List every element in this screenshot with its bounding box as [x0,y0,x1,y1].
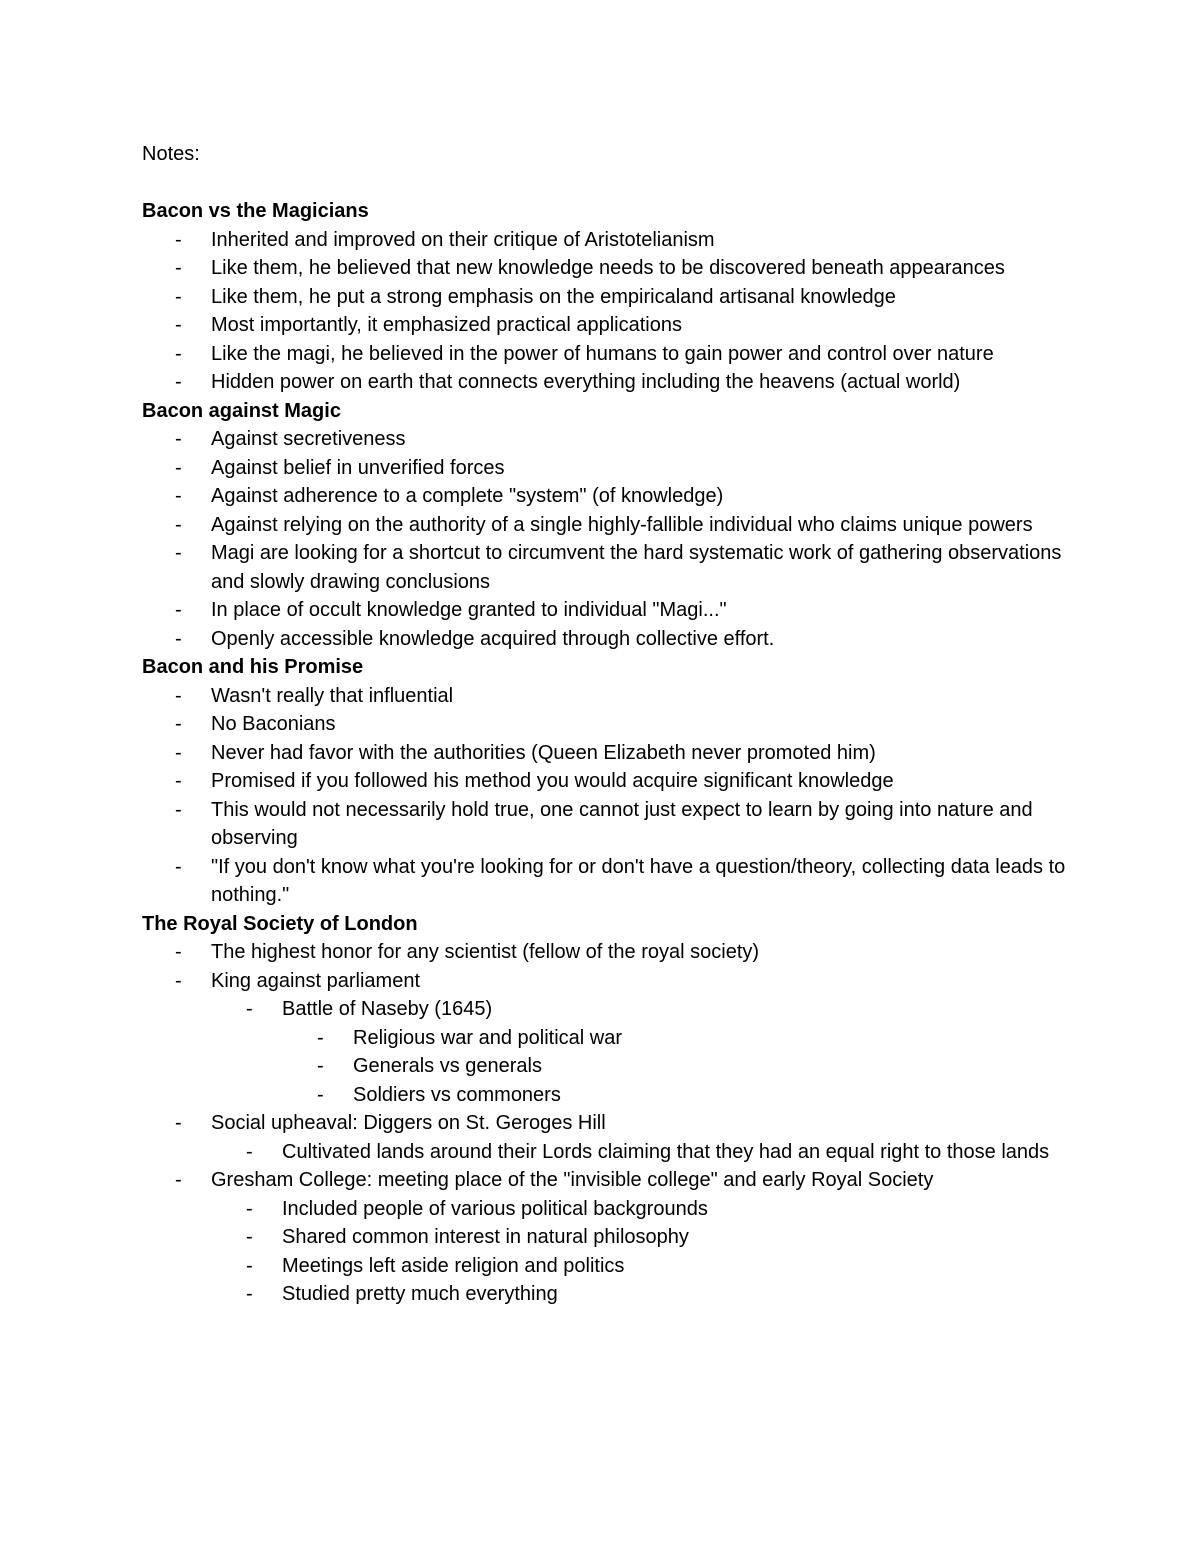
list-item-text: Inherited and improved on their critique of Aristotelianism [211,228,715,251]
dash-bullet-icon: - [317,1083,324,1106]
list-item-text: Studied pretty much everything [282,1283,558,1305]
dash-bullet-icon: - [175,713,182,735]
section-heading: Bacon against Magic [142,399,341,422]
dash-bullet-icon: - [246,1226,253,1248]
section-heading: The Royal Society of London [142,912,418,935]
list-item [142,1109,1072,1138]
list-item-text: Cultivated lands around their Lords claiming that they had an equal right to those lands [282,1140,1050,1163]
list-item-text: Like them, he believed that new knowledge needs to be discovered beneath appearances [211,257,1005,279]
list-item-text: Against adherence to a complete "system" (of knowledge) [211,485,724,507]
bullet-list [142,425,1072,653]
dash-bullet-icon: - [246,1254,253,1277]
list-item-text: Religious war and political war [353,1026,623,1049]
list-item-text: This would not necessarily hold true, one cannot just expect to learn by going into nature and observing [211,798,1033,849]
dash-bullet-icon: - [175,798,182,821]
list-item-text: Never had favor with the authorities (Queen Elizabeth never promoted him) [211,741,876,764]
list-item [142,767,1072,796]
dash-bullet-icon: - [175,741,182,764]
list-item [142,1195,1072,1224]
list-item-text: Included people of various political backgrounds [282,1197,708,1220]
list-item [142,283,1072,312]
notes-sections [142,197,1072,1309]
dash-bullet-icon: - [246,1197,253,1220]
list-item-text: Generals vs generals [353,1055,542,1077]
dash-bullet-icon: - [317,1026,324,1049]
list-item-text: The highest honor for any scientist (fellow of the royal society) [211,941,760,963]
dash-bullet-icon: - [175,428,182,450]
list-item-text: Meetings left aside religion and politics [282,1254,625,1277]
list-item-text: Hidden power on earth that connects everything including the heavens (actual world) [211,371,961,393]
dash-bullet-icon: - [246,1283,253,1305]
list-item [142,1166,1072,1195]
dash-bullet-icon: - [175,1169,182,1191]
bullet-list [142,938,1072,1309]
section-heading: Bacon vs the Magicians [142,200,369,222]
dash-bullet-icon: - [175,485,182,507]
list-item-text: Like them, he put a strong emphasis on the empiricaland artisanal knowledge [211,285,896,308]
bullet-list [142,226,1072,397]
list-item [142,596,1072,625]
dash-bullet-icon: - [175,314,182,336]
list-item-text: Wasn't really that influential [211,684,454,707]
list-item [142,625,1072,654]
dash-bullet-icon: - [246,1140,253,1163]
list-item [142,254,1072,283]
list-item-text: Most importantly, it emphasized practical applications [211,314,682,336]
list-item-text: Against belief in unverified forces [211,456,505,479]
list-item [142,710,1072,739]
list-item [142,1024,1072,1053]
list-item [142,1138,1072,1167]
section [142,397,1072,654]
dash-bullet-icon: - [175,228,182,251]
list-item [142,311,1072,340]
list-item [142,682,1072,711]
list-item [142,1052,1072,1081]
dash-bullet-icon: - [175,969,182,992]
list-item-text: In place of occult knowledge granted to individual "Magi..." [211,599,727,621]
list-item-text: Like the magi, he believed in the power of humans to gain power and control over nature [211,342,994,365]
dash-bullet-icon: - [175,1112,182,1134]
list-item-text: Promised if you followed his method you would acquire significant knowledge [211,770,894,792]
dash-bullet-icon: - [175,627,182,650]
list-item-text: Against relying on the authority of a single highly-fallible individual who claims unique powers [211,513,1033,536]
dash-bullet-icon: - [317,1055,324,1077]
list-item [142,938,1072,967]
list-item [142,1081,1072,1110]
dash-bullet-icon: - [175,513,182,536]
list-item [142,1252,1072,1281]
document-page [142,140,1072,1309]
list-item [142,967,1072,996]
list-item-text: Against secretiveness [211,428,406,450]
section [142,197,1072,397]
dash-bullet-icon: - [175,599,182,621]
dash-bullet-icon: - [175,770,182,792]
list-item-text: Magi are looking for a shortcut to circumvent the hard systematic work of gathering observations and slowly drawing conclusions [211,542,1062,593]
dash-bullet-icon: - [175,257,182,279]
list-item-text: Social upheaval: Diggers on St. Geroges Hill [211,1112,606,1134]
list-item [142,511,1072,540]
section-heading: Bacon and his Promise [142,656,364,678]
list-item [142,368,1072,397]
list-item-text: "If you don't know what you're looking for or don't have a question/theory, collecting data leads to nothing." [211,855,1066,906]
section [142,910,1072,1309]
dash-bullet-icon: - [175,342,182,365]
dash-bullet-icon: - [175,371,182,393]
notes-label: Notes: [142,143,200,165]
list-item [142,995,1072,1024]
list-item-text: Soldiers vs commoners [353,1083,561,1106]
dash-bullet-icon: - [246,998,253,1020]
list-item [142,454,1072,483]
dash-bullet-icon: - [175,456,182,479]
list-item [142,1280,1072,1309]
list-item [142,226,1072,255]
list-item [142,739,1072,768]
list-item-text: Openly accessible knowledge acquired through collective effort. [211,627,775,650]
list-item-text: Shared common interest in natural philosophy [282,1226,689,1248]
list-item-text: Battle of Naseby (1645) [282,998,493,1020]
list-item [142,482,1072,511]
dash-bullet-icon: - [175,542,182,564]
dash-bullet-icon: - [175,941,182,963]
list-item [142,340,1072,369]
bullet-list [142,682,1072,910]
list-item-text: Gresham College: meeting place of the "invisible college" and early Royal Society [211,1169,934,1191]
list-item-text: No Baconians [211,713,336,735]
dash-bullet-icon: - [175,684,182,707]
list-item [142,853,1072,910]
list-item-text: King against parliament [211,969,421,992]
list-item [142,796,1072,853]
dash-bullet-icon: - [175,855,182,878]
list-item [142,1223,1072,1252]
dash-bullet-icon: - [175,285,182,308]
list-item [142,425,1072,454]
section [142,653,1072,910]
list-item [142,539,1072,596]
